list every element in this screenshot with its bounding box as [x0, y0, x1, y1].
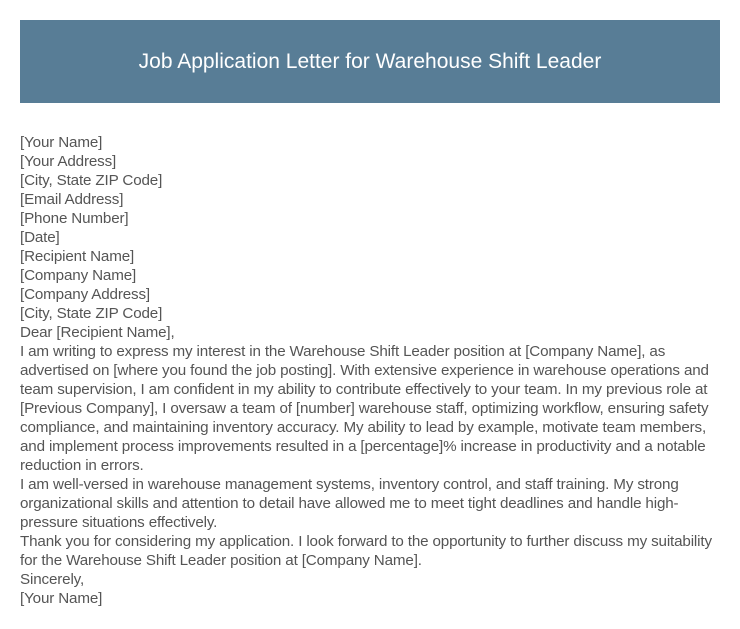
letter-date: [Date] [20, 229, 60, 246]
body-paragraph: I am well-versed in warehouse management systems, inventory control, and staff training. My strong organizational skills and attention to detail have allowed me to meet tight deadlines and handle high-pressure situations effectively. [20, 476, 679, 531]
sender-name: [Your Name] [20, 134, 103, 151]
recipient-name: [Recipient Name] [20, 248, 135, 265]
body-paragraph: I am writing to express my interest in the Warehouse Shift Leader position at [Company Name], as advertised on [where you found the job posting]. With extensive experience in warehouse operations and team supervision, I am confident in my ability to contribute effectively to your team. In my previous role at [Previous Company], I oversaw a team of [number] warehouse staff, optimizing workflow, ensuring safety compliance, and maintaining inventory accuracy. My ability to lead by example, motivate team members, and implement process improvements resulted in a [percentage]% increase in productivity and a notable reduction in errors. [20, 343, 709, 474]
letter-body [20, 133, 722, 608]
body-paragraph: Thank you for considering my application. I look forward to the opportunity to further discuss my suitability for the Warehouse Shift Leader position at [Company Name]. [20, 533, 712, 569]
salutation: Dear [Recipient Name], [20, 324, 175, 341]
letter-title-banner [20, 20, 720, 103]
recipient-city: [City, State ZIP Code] [20, 305, 163, 322]
sender-city: [City, State ZIP Code] [20, 172, 163, 189]
signature: [Your Name] [20, 590, 103, 607]
recipient-company: [Company Name] [20, 267, 137, 284]
sender-email: [Email Address] [20, 191, 124, 208]
recipient-address: [Company Address] [20, 286, 150, 303]
sender-address: [Your Address] [20, 153, 117, 170]
letter-title: Job Application Letter for Warehouse Shift Leader [138, 49, 602, 73]
closing: Sincerely, [20, 571, 85, 588]
sender-phone: [Phone Number] [20, 210, 129, 227]
